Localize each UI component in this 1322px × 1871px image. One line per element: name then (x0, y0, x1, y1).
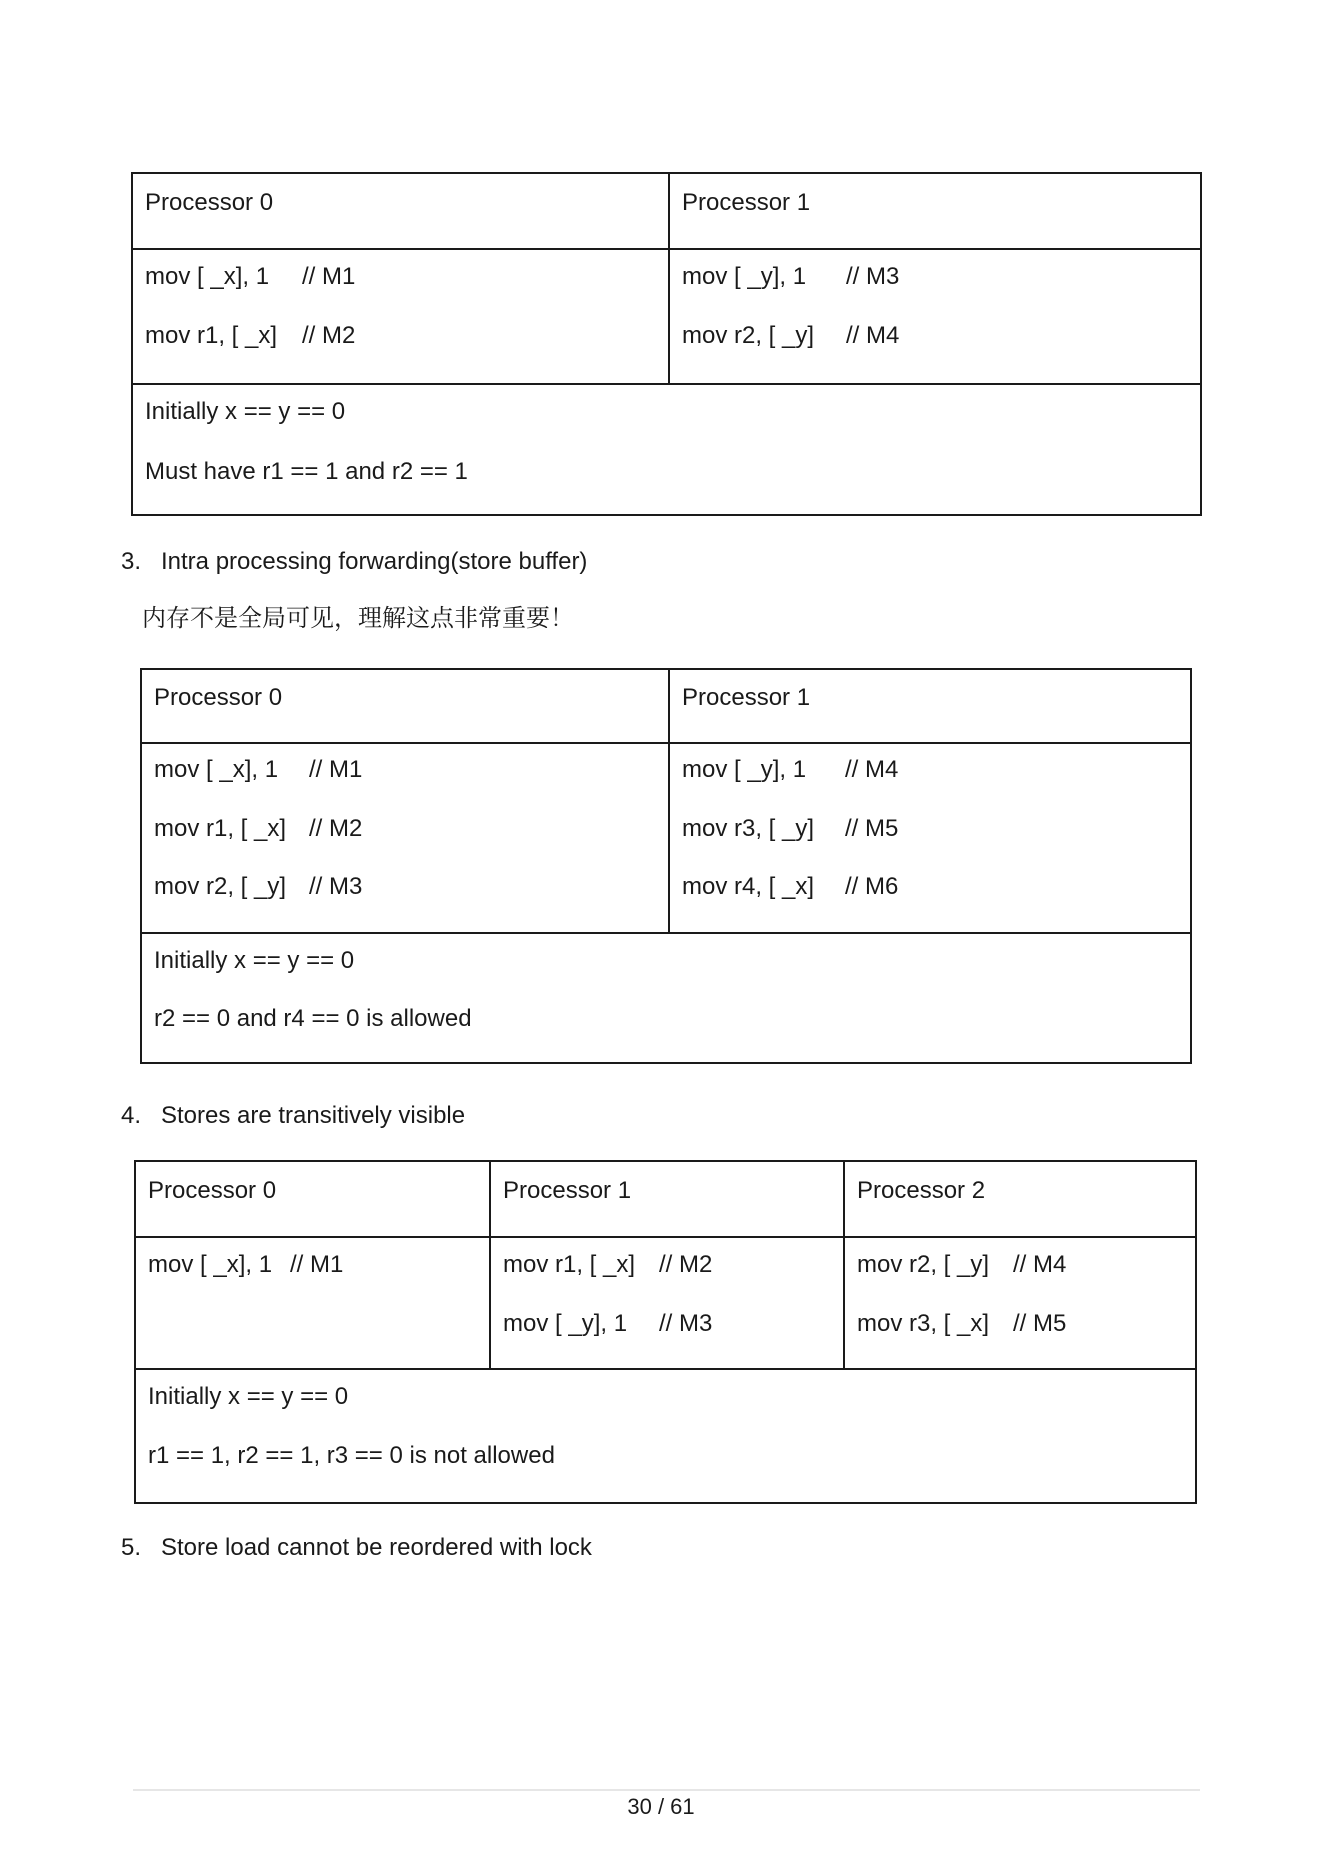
code-text: mov r2, [ _y] (154, 873, 287, 900)
code-comment: // M4 (1013, 1251, 1067, 1278)
section-4-heading (121, 1101, 465, 1131)
table-1-code-cell-1 (668, 250, 1200, 383)
code-text: mov [ _y], 1 (682, 263, 807, 290)
code-text: mov r2, [ _y] (682, 322, 815, 349)
code-line (503, 1250, 712, 1280)
table-3-footer-row (136, 1368, 1195, 1502)
section-title: Store load cannot be reordered with lock (161, 1534, 592, 1561)
table-3-code-cell-2 (843, 1238, 1195, 1368)
code-line (682, 321, 899, 351)
table-3-header-cell (843, 1162, 1195, 1236)
table-3-header-cell (489, 1162, 843, 1236)
code-line (148, 1250, 343, 1280)
code-line (154, 814, 362, 844)
code-comment: // M2 (309, 815, 363, 842)
section-number: 4. (121, 1102, 142, 1129)
table-3-header-processor-0: Processor 0 (148, 1177, 277, 1204)
table-1-code-cell-0 (133, 250, 668, 383)
table-2-footer-line-1: Initially x == y == 0 (154, 947, 355, 974)
code-text: mov [ _x], 1 (154, 756, 279, 783)
table-1-header-cell (668, 174, 1200, 248)
code-text: mov r3, [ _x] (857, 1310, 990, 1337)
code-comment: // M6 (845, 873, 899, 900)
code-comment: // M2 (659, 1251, 713, 1278)
code-line (857, 1309, 1066, 1339)
table-2-code-row (142, 742, 1190, 932)
table-3 (134, 1160, 1197, 1504)
code-line (857, 1250, 1066, 1280)
code-text: mov r3, [ _y] (682, 815, 815, 842)
code-comment: // M5 (1013, 1310, 1067, 1337)
table-3-header-cell (136, 1162, 489, 1236)
table-3-header-row (136, 1162, 1195, 1236)
section-5-heading (121, 1533, 592, 1563)
table-3-code-cell-1 (489, 1238, 843, 1368)
table-1-footer-row (133, 383, 1200, 514)
table-2 (140, 668, 1192, 1064)
table-2-code-cell-0 (142, 744, 668, 932)
table-2-header-cell (668, 670, 1190, 742)
code-comment: // M4 (846, 322, 900, 349)
section-number: 3. (121, 548, 142, 575)
code-comment: // M3 (846, 263, 900, 290)
code-line (682, 814, 898, 844)
table-3-code-cell-0 (136, 1238, 489, 1368)
table-2-footer-line-2: r2 == 0 and r4 == 0 is allowed (154, 1005, 472, 1032)
code-line (682, 262, 899, 292)
table-2-header-cell (142, 670, 668, 742)
section-title: Intra processing forwarding(store buffer) (161, 548, 588, 575)
footer-divider (133, 1789, 1200, 1791)
table-3-footer-line-2: r1 == 1, r2 == 1, r3 == 0 is not allowed (148, 1442, 555, 1469)
table-3-header-processor-1: Processor 1 (503, 1177, 632, 1204)
code-comment: // M3 (659, 1310, 713, 1337)
table-3-footer-line-1: Initially x == y == 0 (148, 1383, 349, 1410)
table-2-header-row (142, 670, 1190, 742)
code-line (154, 755, 362, 785)
table-1-header-processor-0: Processor 0 (145, 189, 274, 216)
table-3-code-row (136, 1236, 1195, 1368)
code-line (503, 1309, 712, 1339)
table-1-header-cell (133, 174, 668, 248)
code-comment: // M1 (309, 756, 363, 783)
code-text: mov r1, [ _x] (154, 815, 287, 842)
table-1 (131, 172, 1202, 516)
table-2-footer-row (142, 932, 1190, 1062)
code-line (682, 755, 898, 785)
code-text: mov [ _y], 1 (503, 1310, 628, 1337)
table-1-header-row (133, 174, 1200, 248)
table-1-footer-line-2: Must have r1 == 1 and r2 == 1 (145, 458, 468, 485)
code-line (145, 262, 355, 292)
code-line (154, 872, 362, 902)
section-number: 5. (121, 1534, 142, 1561)
code-text: mov r2, [ _y] (857, 1251, 990, 1278)
code-text: mov [ _x], 1 (145, 263, 270, 290)
table-1-code-row (133, 248, 1200, 383)
code-line (145, 321, 355, 351)
section-title: Stores are transitively visible (161, 1102, 466, 1129)
code-comment: // M1 (302, 263, 356, 290)
code-text: mov r1, [ _x] (503, 1251, 636, 1278)
table-2-header-processor-1: Processor 1 (682, 684, 811, 711)
code-comment: // M5 (845, 815, 899, 842)
table-2-code-cell-1 (668, 744, 1190, 932)
table-1-header-processor-1: Processor 1 (682, 189, 811, 216)
code-comment: // M4 (845, 756, 899, 783)
code-text: mov r1, [ _x] (145, 322, 278, 349)
code-text: mov [ _y], 1 (682, 756, 807, 783)
table-1-footer-line-1: Initially x == y == 0 (145, 398, 346, 425)
section-3-heading (121, 547, 587, 577)
code-text: mov [ _x], 1 (148, 1251, 273, 1278)
table-3-header-processor-2: Processor 2 (857, 1177, 986, 1204)
code-comment: // M1 (290, 1251, 344, 1278)
code-comment: // M2 (302, 322, 356, 349)
code-comment: // M3 (309, 873, 363, 900)
table-2-header-processor-0: Processor 0 (154, 684, 283, 711)
section-3-note: 内存不是全局可见，理解这点非常重要！ (142, 604, 574, 632)
code-text: mov r4, [ _x] (682, 873, 815, 900)
code-line (682, 872, 898, 902)
page-number: 30 / 61 (627, 1794, 695, 1819)
